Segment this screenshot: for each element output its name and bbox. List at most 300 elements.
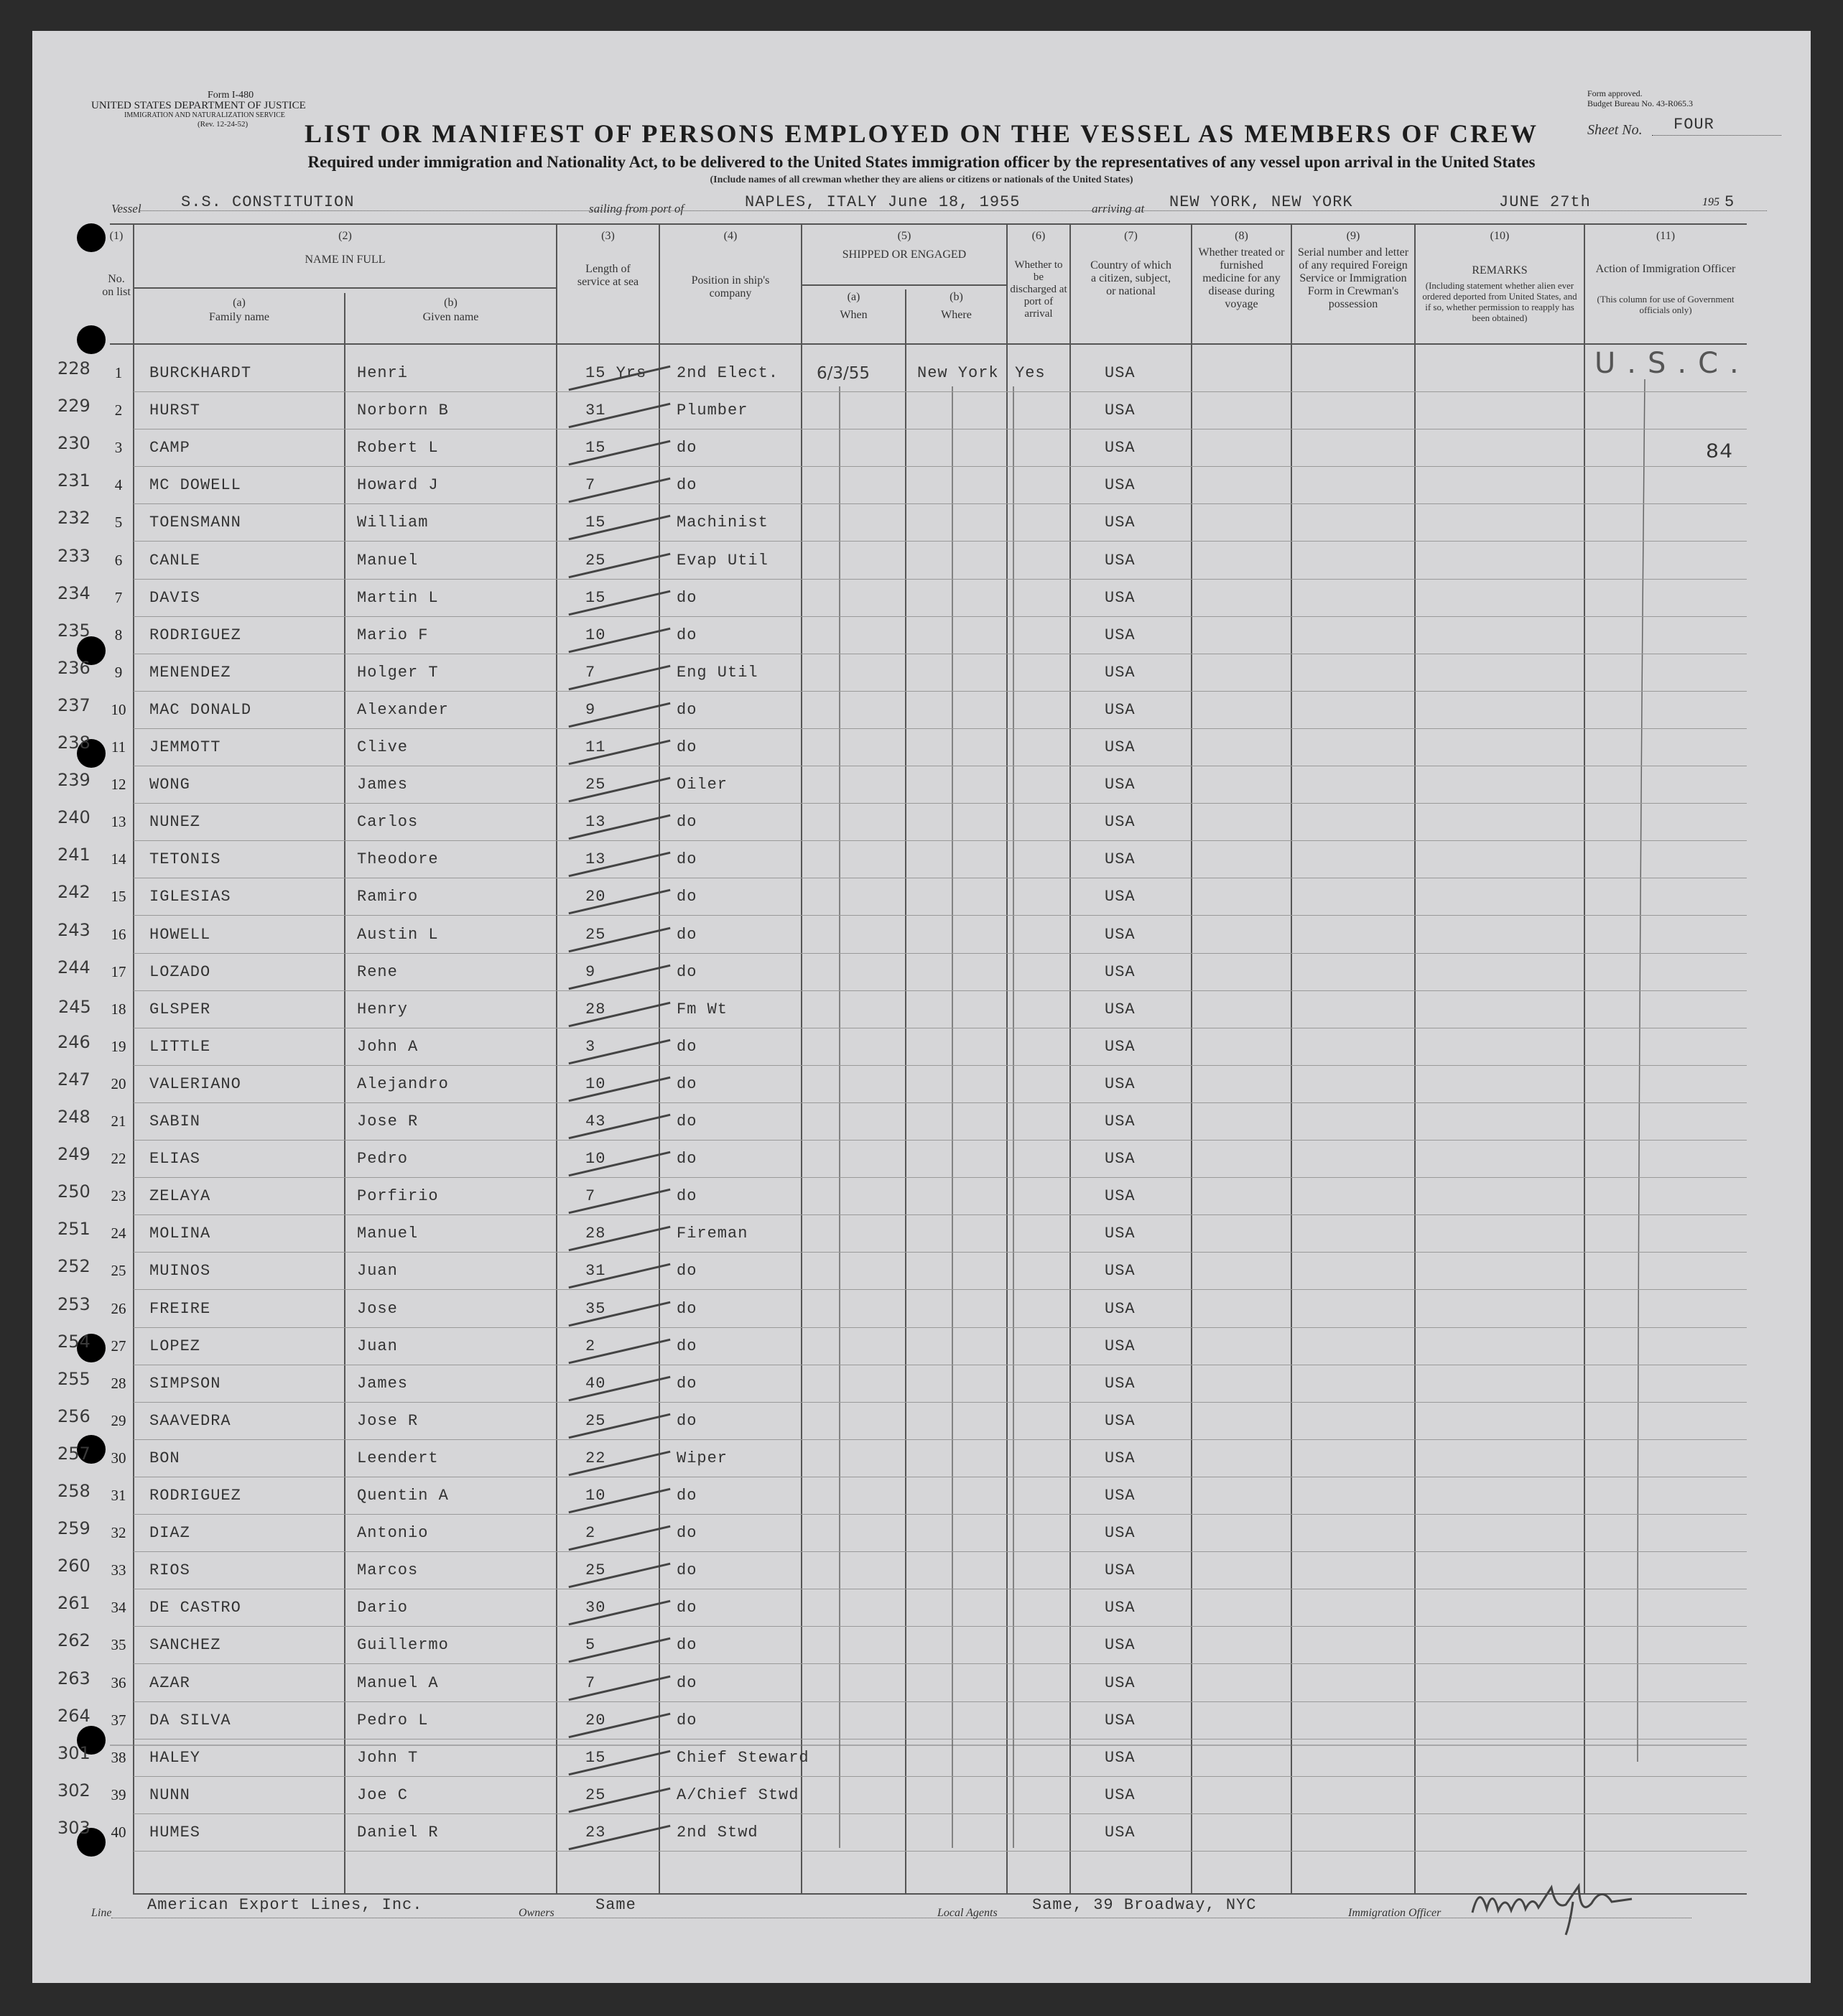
row-number: 40 [111,1823,126,1841]
row-given-name: Howard J [357,476,439,495]
row-family-name: ELIAS [149,1150,201,1169]
row-rule [134,1626,1747,1627]
page-subtitle: Required under immigration and Nationality Act, to be delivered to the United States immigration officer by the representatives of any vessel upon arrival in the United States [307,153,1536,171]
row-number: 35 [111,1636,126,1654]
row-family-name: RIOS [149,1561,190,1580]
crew-rows [32,31,1811,1983]
row-given-name: John T [357,1748,419,1767]
row-family-name: DIAZ [149,1524,190,1543]
row-margin-number: 235 [57,620,90,641]
row-number: 21 [111,1112,126,1130]
row-service-length: 25 [585,551,606,570]
form-revision: (Rev. 12-24-52) [198,120,249,129]
row-rule [134,1551,1747,1552]
col7-header: Country of which a citizen, subject, or national [1090,259,1171,297]
form-approval: Form approved. [1587,88,1643,98]
tally-strike-mark [569,1712,671,1738]
agents-label: Local Agents [937,1907,998,1919]
col4-header: Position in ship's company [691,274,770,299]
row-margin-number: 237 [57,695,90,715]
row-country: USA [1105,962,1136,981]
col4-number: (4) [723,230,738,242]
row-service-length: 11 [585,738,606,756]
row-position: do [677,1524,697,1543]
row-country: USA [1105,588,1136,607]
row-margin-number: 241 [57,845,90,865]
row-family-name: MOLINA [149,1225,211,1243]
row-number: 16 [111,925,126,943]
row-number: 37 [111,1711,126,1729]
row-country: USA [1105,1037,1136,1056]
row-service-length: 9 [585,962,596,981]
tally-strike-mark [569,964,671,990]
row-margin-number: 238 [57,733,90,753]
row-position: A/Chief Stwd [677,1785,799,1804]
row-number: 7 [114,588,123,606]
row-position: 2nd Elect. [677,364,779,382]
row-rule [134,728,1747,729]
row-family-name: HURST [149,401,201,420]
row-given-name: Leendert [357,1449,439,1467]
row-service-length: 25 [585,1561,606,1580]
row-position: do [677,813,697,832]
service-name: IMMIGRATION AND NATURALIZATION SERVICE [124,111,285,119]
row-margin-number: 248 [57,1107,90,1127]
row-family-name: SABIN [149,1112,201,1130]
col5b-header: Where [941,309,972,321]
row-family-name: DE CASTRO [149,1599,241,1617]
row-position: do [677,1561,697,1580]
row-margin-number: 257 [57,1443,90,1464]
row-family-name: HUMES [149,1823,201,1841]
tally-strike-mark [569,1001,671,1027]
row-country: USA [1105,663,1136,682]
row-number: 38 [111,1748,126,1766]
row-given-name: John A [357,1037,419,1056]
row-service-length: 2 [585,1337,596,1355]
row-family-name: FREIRE [149,1299,211,1318]
row-margin-number: 240 [57,807,90,828]
row-number: 31 [111,1487,126,1504]
row-margin-number: 249 [57,1144,90,1165]
row-service-length: 10 [585,1074,606,1093]
row-position: Chief Steward [677,1748,809,1767]
row-rule [134,616,1747,617]
row-margin-number: 301 [57,1742,90,1763]
row-given-name: Porfirio [357,1187,439,1206]
row-country: USA [1105,1673,1136,1692]
row-service-length: 15 [585,514,606,532]
tally-strike-mark [569,665,671,691]
usc-annotation: U.S.C. [1594,347,1750,380]
row-given-name: Manuel [357,1225,419,1243]
row-margin-number: 255 [57,1368,90,1389]
officer-signature [1465,1873,1638,1938]
tally-strike-mark [569,814,671,840]
row-rule [134,1140,1747,1141]
tally-strike-mark [569,478,671,503]
row-country: USA [1105,1374,1136,1393]
row-position: do [677,439,697,457]
tally-strike-mark [569,1675,671,1701]
row-given-name: Manuel [357,551,419,570]
row-rule [134,1813,1747,1814]
row-given-name: Henry [357,1000,409,1018]
row-margin-number: 230 [57,433,90,454]
row-position: Fm Wt [677,1000,728,1018]
row-number: 8 [114,626,123,644]
row-position: Wiper [677,1449,728,1467]
row-given-name: James [357,776,409,794]
col11-number: (11) [1656,230,1676,242]
col5a-header: When [840,309,868,321]
row-family-name: SIMPSON [149,1374,221,1393]
row-given-name: Holger T [357,663,439,682]
row-service-length: 20 [585,1711,606,1729]
row-family-name: HALEY [149,1748,201,1767]
row-rule [134,466,1747,467]
row-position: Fireman [677,1225,748,1243]
tally-strike-mark [569,740,671,766]
row-service-length: 25 [585,1411,606,1430]
col2-header: NAME IN FULL [305,254,386,266]
row-position: do [677,1673,697,1692]
tally-strike-mark [569,1785,671,1813]
budget-bureau: Budget Bureau No. 43-R065.3 [1587,98,1693,108]
row-rule [134,1514,1747,1515]
row-position: do [677,1337,697,1355]
tally-strike-mark [569,552,671,578]
line-label: Line [91,1907,112,1919]
tally-strike-mark [569,1226,671,1252]
row-margin-number: 251 [57,1219,90,1240]
col2a-header: Family name [209,311,269,323]
row-family-name: JEMMOTT [149,738,221,756]
row-given-name: Daniel R [357,1823,439,1841]
row-country: USA [1105,364,1136,382]
sailing-port-date: NAPLES, ITALY June 18, 1955 [745,193,1021,211]
department-name: UNITED STATES DEPARTMENT OF JUSTICE [91,100,306,111]
col10-number: (10) [1490,230,1510,242]
row-given-name: Pedro L [357,1711,429,1729]
row-position: do [677,1299,697,1318]
row-position: do [677,1187,697,1206]
row-given-name: William [357,514,429,532]
row-family-name: NUNN [149,1785,190,1804]
col10-header: REMARKS [1472,264,1528,277]
row-number: 22 [111,1150,126,1168]
row-service-length: 25 [585,1785,606,1804]
tally-strike-mark [569,627,671,653]
row-number: 14 [111,850,126,868]
tally-strike-mark [569,1074,671,1102]
row-number: 11 [111,738,126,756]
row-country: USA [1105,813,1136,832]
row-service-length: 15 [585,1748,606,1767]
row-number: 1 [114,364,123,381]
row-family-name: IGLESIAS [149,888,231,906]
row-position: do [677,850,697,869]
sheet-number: FOUR [1673,116,1714,134]
row-given-name: Martin L [357,588,439,607]
row-given-name: Quentin A [357,1487,449,1505]
row-service-length: 35 [585,1299,606,1318]
row-rule [134,990,1747,991]
row-country: USA [1105,1187,1136,1206]
row-family-name: LOZADO [149,962,211,981]
row-given-name: Robert L [357,439,439,457]
tally-strike-mark [569,1600,671,1626]
sheet-label: Sheet No. [1587,122,1643,138]
row-family-name: MUINOS [149,1262,211,1281]
row-given-name: Clive [357,738,409,756]
row-margin-number: 233 [57,545,90,566]
row-country: USA [1105,1225,1136,1243]
row-number: 26 [111,1299,126,1317]
row-family-name: SAAVEDRA [149,1411,231,1430]
row-service-length: 13 [585,850,606,869]
row-given-name: Marcos [357,1561,419,1580]
row-family-name: SANCHEZ [149,1636,221,1655]
row-country: USA [1105,551,1136,570]
tally-strike-mark [569,702,671,728]
tally-strike-mark [569,590,671,616]
tally-strike-mark [569,1151,671,1177]
row-position: do [677,1487,697,1505]
row-country: USA [1105,1561,1136,1580]
col10-note: (Including statement whether alien ever ordered deported from United States, and if so, whether permission to reapply has been obtained) [1422,280,1577,323]
row-position: Oiler [677,776,728,794]
row-position: do [677,1636,697,1655]
row-margin-number: 239 [57,770,90,791]
row-margin-number: 234 [57,582,90,603]
col3-header: Length of service at sea [577,263,639,288]
row-service-length: 31 [585,401,606,420]
row-position: do [677,1599,697,1617]
row-family-name: TOENSMANN [149,514,241,532]
row-given-name: Mario F [357,626,429,644]
row-service-length: 31 [585,1262,606,1281]
row-country: USA [1105,1112,1136,1130]
row-margin-number: 302 [57,1780,90,1801]
row-service-length: 15 [585,588,606,607]
tally-strike-mark [569,1488,671,1514]
row-service-length: 7 [585,1673,596,1692]
row-country: USA [1105,1636,1136,1655]
row-given-name: Dario [357,1599,409,1617]
tally-strike-mark [569,1413,671,1439]
col2a-number: (a) [233,297,246,309]
row-number: 24 [111,1225,126,1242]
tally-strike-mark [569,777,671,803]
row-country: USA [1105,1262,1136,1281]
count-annotation: 84 [1706,440,1734,465]
row-margin-number: 242 [57,882,90,903]
row-rule [134,1252,1747,1253]
officer-label: Immigration Officer [1348,1907,1442,1919]
row-family-name: NUNEZ [149,813,201,832]
col5-header: SHIPPED OR ENGAGED [842,248,967,261]
row-country: USA [1105,850,1136,869]
row-family-name: CANLE [149,551,201,570]
row-country: USA [1105,1337,1136,1355]
col2-number: (2) [338,230,352,242]
row-family-name: AZAR [149,1673,190,1692]
col5-number: (5) [897,230,911,242]
row-rule [134,1439,1747,1440]
row-given-name: Jose R [357,1411,419,1430]
col5b-number: (b) [950,291,963,303]
row-given-name: Guillermo [357,1636,449,1655]
row-given-name: Jose [357,1299,398,1318]
row-margin-number: 259 [57,1518,90,1539]
row-margin-number: 232 [57,508,90,529]
row-number: 18 [111,1000,126,1018]
row-country: USA [1105,1299,1136,1318]
row-number: 10 [111,700,126,718]
arrival-year-digit: 5 [1724,193,1735,211]
row-service-length: 25 [585,925,606,944]
row-rule [134,953,1747,954]
row-number: 2 [114,401,123,419]
row-rule [134,1327,1747,1328]
row-margin-number: 262 [57,1630,90,1651]
line-value: American Export Lines, Inc. [147,1896,423,1914]
row-service-length: 10 [585,1150,606,1169]
row-number: 25 [111,1262,126,1280]
tally-strike-mark [569,1189,671,1214]
row-family-name: LITTLE [149,1037,211,1056]
row-shipped-when: 6/3/55 [817,364,871,383]
row-service-length: 20 [585,888,606,906]
row-number: 13 [111,813,126,831]
row-number: 27 [111,1337,126,1355]
row-service-length: 28 [585,1000,606,1018]
row-number: 19 [111,1037,126,1055]
row-position: do [677,1711,697,1729]
tally-strike-mark [569,1451,671,1477]
row-service-length: 10 [585,1487,606,1505]
row-number: 9 [114,663,123,681]
row-family-name: VALERIANO [149,1074,241,1093]
tally-strike-mark [569,440,671,466]
row-country: USA [1105,1449,1136,1467]
col1-header: No. on list [102,273,131,298]
row-family-name: DA SILVA [149,1711,231,1729]
owners-value: Same [595,1896,636,1914]
col5a-number: (a) [847,291,860,303]
row-position: Plumber [677,401,748,420]
row-family-name: DAVIS [149,588,201,607]
row-number: 29 [111,1411,126,1429]
col8-header: Whether treated or furnished medicine for any disease during voyage [1198,246,1285,310]
row-given-name: Jose R [357,1112,419,1130]
row-margin-number: 229 [57,396,90,417]
row-position: 2nd Stwd [677,1823,758,1841]
row-rule [134,1663,1747,1664]
row-rule [134,1065,1747,1066]
row-position: do [677,1411,697,1430]
row-given-name: Pedro [357,1150,409,1169]
row-margin-number: 247 [57,1069,90,1090]
row-margin-number: 261 [57,1593,90,1614]
row-family-name: LOPEZ [149,1337,201,1355]
page-title: LIST OR MANIFEST OF PERSONS EMPLOYED ON THE VESSEL AS MEMBERS OF CREW [305,119,1538,148]
row-given-name: Henri [357,364,409,382]
row-position: do [677,1262,697,1281]
row-position: Evap Util [677,551,769,570]
col11-header: Action of Immigration Officer [1595,263,1736,275]
row-number: 15 [111,888,126,906]
tally-strike-mark [569,403,671,429]
row-margin-number: 256 [57,1406,90,1426]
row-given-name: Carlos [357,813,419,832]
row-country: USA [1105,401,1136,420]
row-given-name: Juan [357,1337,398,1355]
row-position: do [677,476,697,495]
row-service-length: 7 [585,1187,596,1206]
row-family-name: ZELAYA [149,1187,211,1206]
row-country: USA [1105,1487,1136,1505]
row-rule [134,1102,1747,1103]
row-given-name: Rene [357,962,398,981]
row-number: 20 [111,1074,126,1092]
col2b-number: (b) [444,297,458,309]
row-service-length: 43 [585,1112,606,1130]
row-position: Machinist [677,514,769,532]
row-country: USA [1105,1411,1136,1430]
row-margin-number: 231 [57,470,90,491]
row-number: 30 [111,1449,126,1467]
row-country: USA [1105,1150,1136,1169]
row-service-length: 9 [585,700,596,719]
row-position: do [677,1374,697,1393]
row-country: USA [1105,738,1136,756]
row-family-name: MAC DONALD [149,700,252,719]
row-number: 12 [111,776,126,794]
margin-number-extra: 245 [58,997,91,1017]
row-family-name: BON [149,1449,180,1467]
tally-strike-mark [569,1301,671,1327]
row-number: 36 [111,1673,126,1691]
tally-strike-mark [569,852,671,878]
row-margin-number: 246 [57,1031,90,1052]
row-country: USA [1105,1711,1136,1729]
row-number: 6 [114,551,123,569]
row-margin-number: 244 [57,957,90,977]
row-rule [134,1402,1747,1403]
tally-strike-mark [569,515,671,541]
row-position: Eng Util [677,663,758,682]
row-country: USA [1105,439,1136,457]
row-country: USA [1105,626,1136,644]
row-number: 34 [111,1599,126,1617]
tally-strike-mark [569,926,671,952]
row-margin-number: 254 [57,1331,90,1352]
row-shipped-where: New York [917,364,999,382]
row-margin-number: 253 [57,1293,90,1314]
row-rule [134,391,1747,392]
manifest-sheet [32,31,1811,1983]
row-family-name: HOWELL [149,925,211,944]
row-family-name: MC DOWELL [149,476,241,495]
row-margin-number: 258 [57,1481,90,1501]
row-margin-number: 250 [57,1181,90,1202]
row-service-length: 13 [585,813,606,832]
row-rule [134,915,1747,916]
row-given-name: Alexander [357,700,449,719]
col6-header: Whether to be discharged at port of arrival [1010,259,1067,320]
